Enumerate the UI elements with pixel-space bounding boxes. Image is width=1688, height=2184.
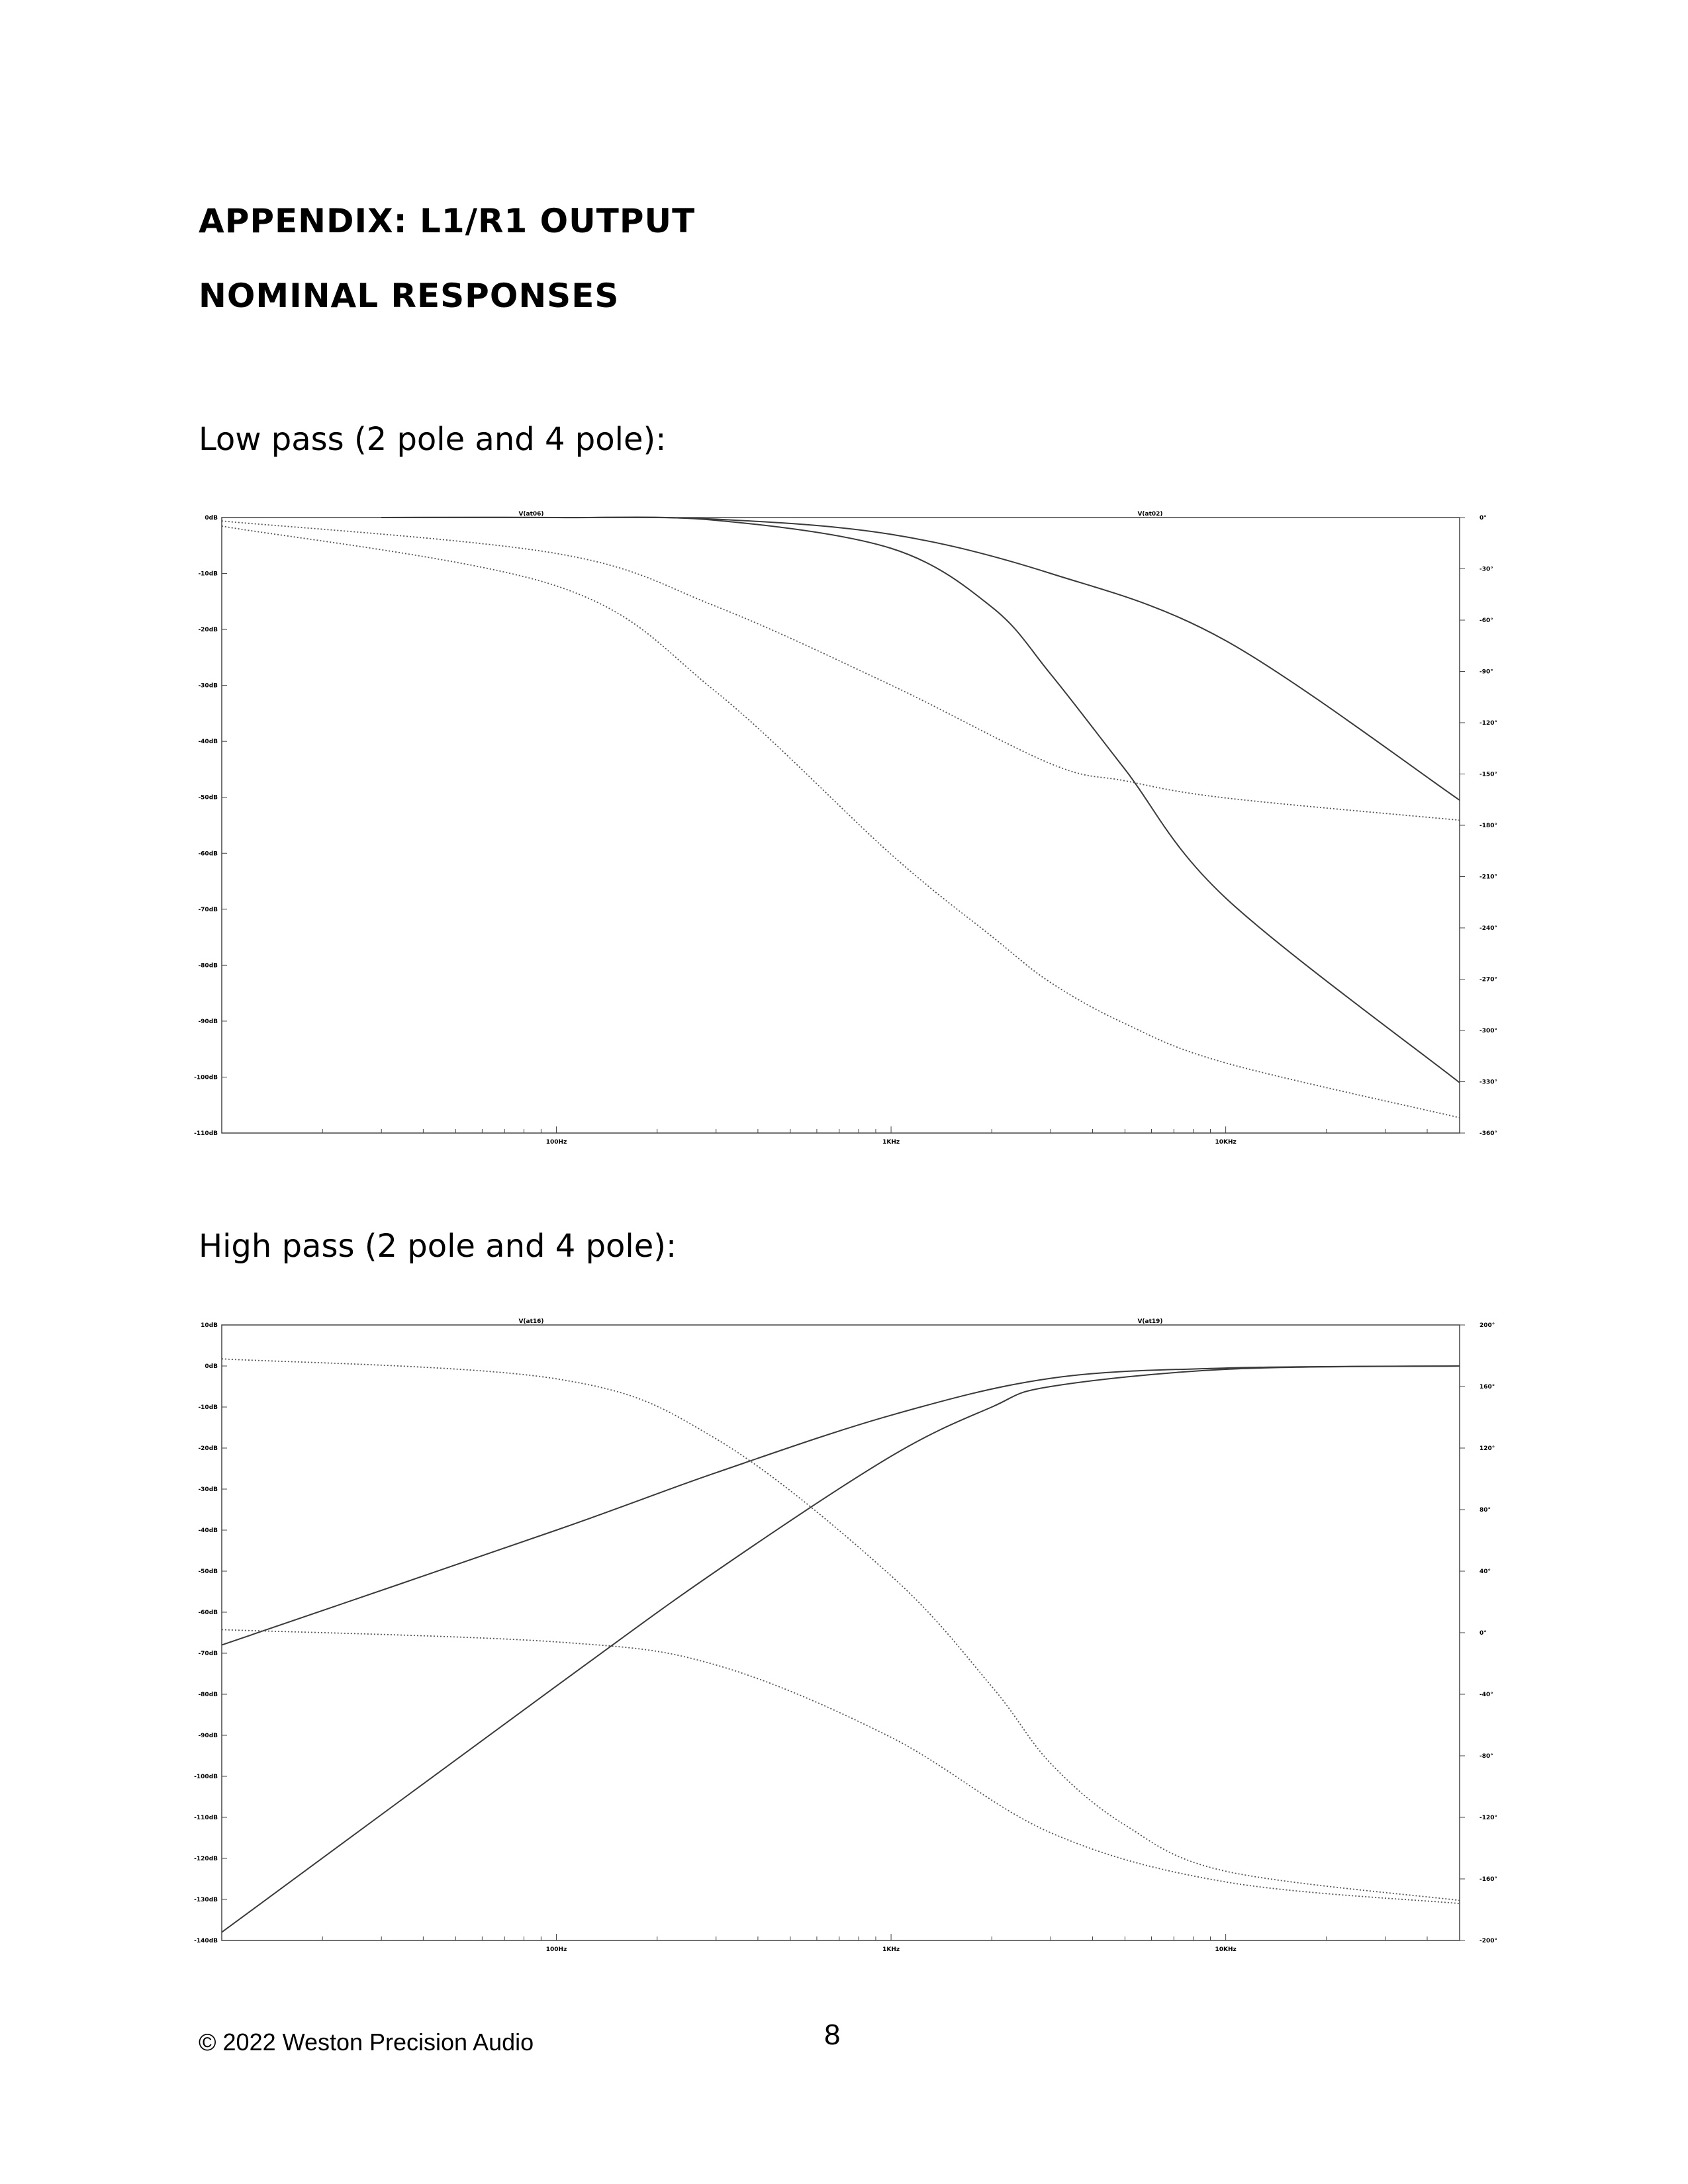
- series-line-4-pole-phase: [222, 526, 1460, 1118]
- y-tick-label: -20dB: [198, 627, 218, 634]
- y-tick-label: -80dB: [198, 962, 218, 970]
- x-tick-label: 100Hz: [545, 1946, 567, 1953]
- y2-tick-label: -360°: [1479, 1130, 1498, 1137]
- highpass-response-chart: [0, 1310, 1688, 1966]
- y-tick-label: -100dB: [194, 1074, 218, 1081]
- y2-tick-label: -120°: [1479, 720, 1498, 727]
- series-line-2-pole-magnitude: [222, 1366, 1460, 1645]
- y2-tick-label: -200°: [1479, 1938, 1498, 1944]
- series-line-4-pole-magnitude: [222, 1366, 1460, 1933]
- y-tick-label: -50dB: [198, 1569, 218, 1575]
- y2-tick-label: -120°: [1479, 1815, 1498, 1821]
- y2-tick-label: 80°: [1479, 1507, 1491, 1514]
- y-tick-label: -30dB: [198, 682, 218, 690]
- y2-tick-label: 160°: [1479, 1384, 1495, 1390]
- x-tick-label: 1KHz: [882, 1139, 900, 1146]
- x-tick-label: 10KHz: [1215, 1139, 1237, 1146]
- y2-tick-label: -180°: [1479, 823, 1498, 829]
- y-tick-label: -70dB: [198, 906, 218, 913]
- y-tick-label: -100dB: [194, 1774, 218, 1780]
- y-tick-label: -110dB: [194, 1815, 218, 1821]
- y2-tick-label: -60°: [1479, 617, 1493, 624]
- y-tick-label: 10dB: [201, 1322, 218, 1329]
- y-tick-label: -90dB: [198, 1018, 218, 1025]
- series-line-4-pole-magnitude: [381, 517, 1460, 1082]
- y-tick-label: -60dB: [198, 1610, 218, 1616]
- plot-frame: [222, 518, 1460, 1133]
- y-tick-label: -140dB: [194, 1938, 218, 1944]
- y2-tick-label: 200°: [1479, 1322, 1495, 1329]
- y-tick-label: -80dB: [198, 1692, 218, 1698]
- series-line-2-pole-phase: [222, 1629, 1460, 1903]
- y-tick-label: -10dB: [198, 570, 218, 578]
- x-tick-label: 1KHz: [882, 1946, 900, 1953]
- y-tick-label: -50dB: [198, 794, 218, 801]
- y-tick-label: -130dB: [194, 1897, 218, 1903]
- y2-tick-label: -80°: [1479, 1753, 1493, 1760]
- y2-tick-label: 0°: [1479, 1630, 1487, 1637]
- y2-tick-label: 120°: [1479, 1445, 1495, 1452]
- probe-label: V(at16): [518, 1318, 544, 1325]
- y-tick-label: -10dB: [198, 1404, 218, 1411]
- y2-tick-label: -30°: [1479, 566, 1493, 573]
- x-tick-label: 10KHz: [1215, 1946, 1237, 1953]
- y-tick-label: -40dB: [198, 739, 218, 746]
- y2-tick-label: -330°: [1479, 1079, 1498, 1086]
- y2-tick-label: -160°: [1479, 1876, 1498, 1883]
- y2-tick-label: -40°: [1479, 1692, 1493, 1698]
- probe-label: V(at19): [1137, 1318, 1163, 1325]
- y-tick-label: -90dB: [198, 1733, 218, 1739]
- y-tick-label: -20dB: [198, 1445, 218, 1452]
- y2-tick-label: -270°: [1479, 976, 1498, 983]
- y-tick-label: 0dB: [205, 1363, 218, 1370]
- y2-tick-label: 40°: [1479, 1569, 1491, 1575]
- y2-tick-label: -90°: [1479, 668, 1493, 676]
- y-tick-label: -60dB: [198, 850, 218, 858]
- y2-tick-label: -240°: [1479, 925, 1498, 932]
- y-tick-label: -110dB: [194, 1130, 218, 1137]
- section-heading: NOMINAL RESPONSES: [199, 277, 620, 315]
- appendix-heading: APPENDIX: L1/R1 OUTPUT: [199, 202, 696, 240]
- y2-tick-label: 0°: [1479, 515, 1487, 522]
- series-line-4-pole-phase: [222, 1359, 1460, 1900]
- y-tick-label: -30dB: [198, 1486, 218, 1493]
- lowpass-caption: Low pass (2 pole and 4 pole):: [199, 421, 667, 458]
- plot-frame: [222, 1325, 1460, 1940]
- probe-label: V(at06): [518, 511, 544, 518]
- copyright-footer: © 2022 Weston Precision Audio: [199, 2028, 534, 2056]
- y-tick-label: 0dB: [205, 515, 218, 522]
- y2-tick-label: -210°: [1479, 874, 1498, 881]
- y-tick-label: -70dB: [198, 1651, 218, 1657]
- page-number: 8: [824, 2019, 841, 2051]
- y-tick-label: -40dB: [198, 1527, 218, 1534]
- y-tick-label: -120dB: [194, 1856, 218, 1862]
- lowpass-response-chart: [0, 503, 1688, 1158]
- highpass-caption: High pass (2 pole and 4 pole):: [199, 1228, 677, 1265]
- x-tick-label: 100Hz: [545, 1139, 567, 1146]
- probe-label: V(at02): [1137, 511, 1163, 518]
- y2-tick-label: -300°: [1479, 1028, 1498, 1034]
- y2-tick-label: -150°: [1479, 771, 1498, 778]
